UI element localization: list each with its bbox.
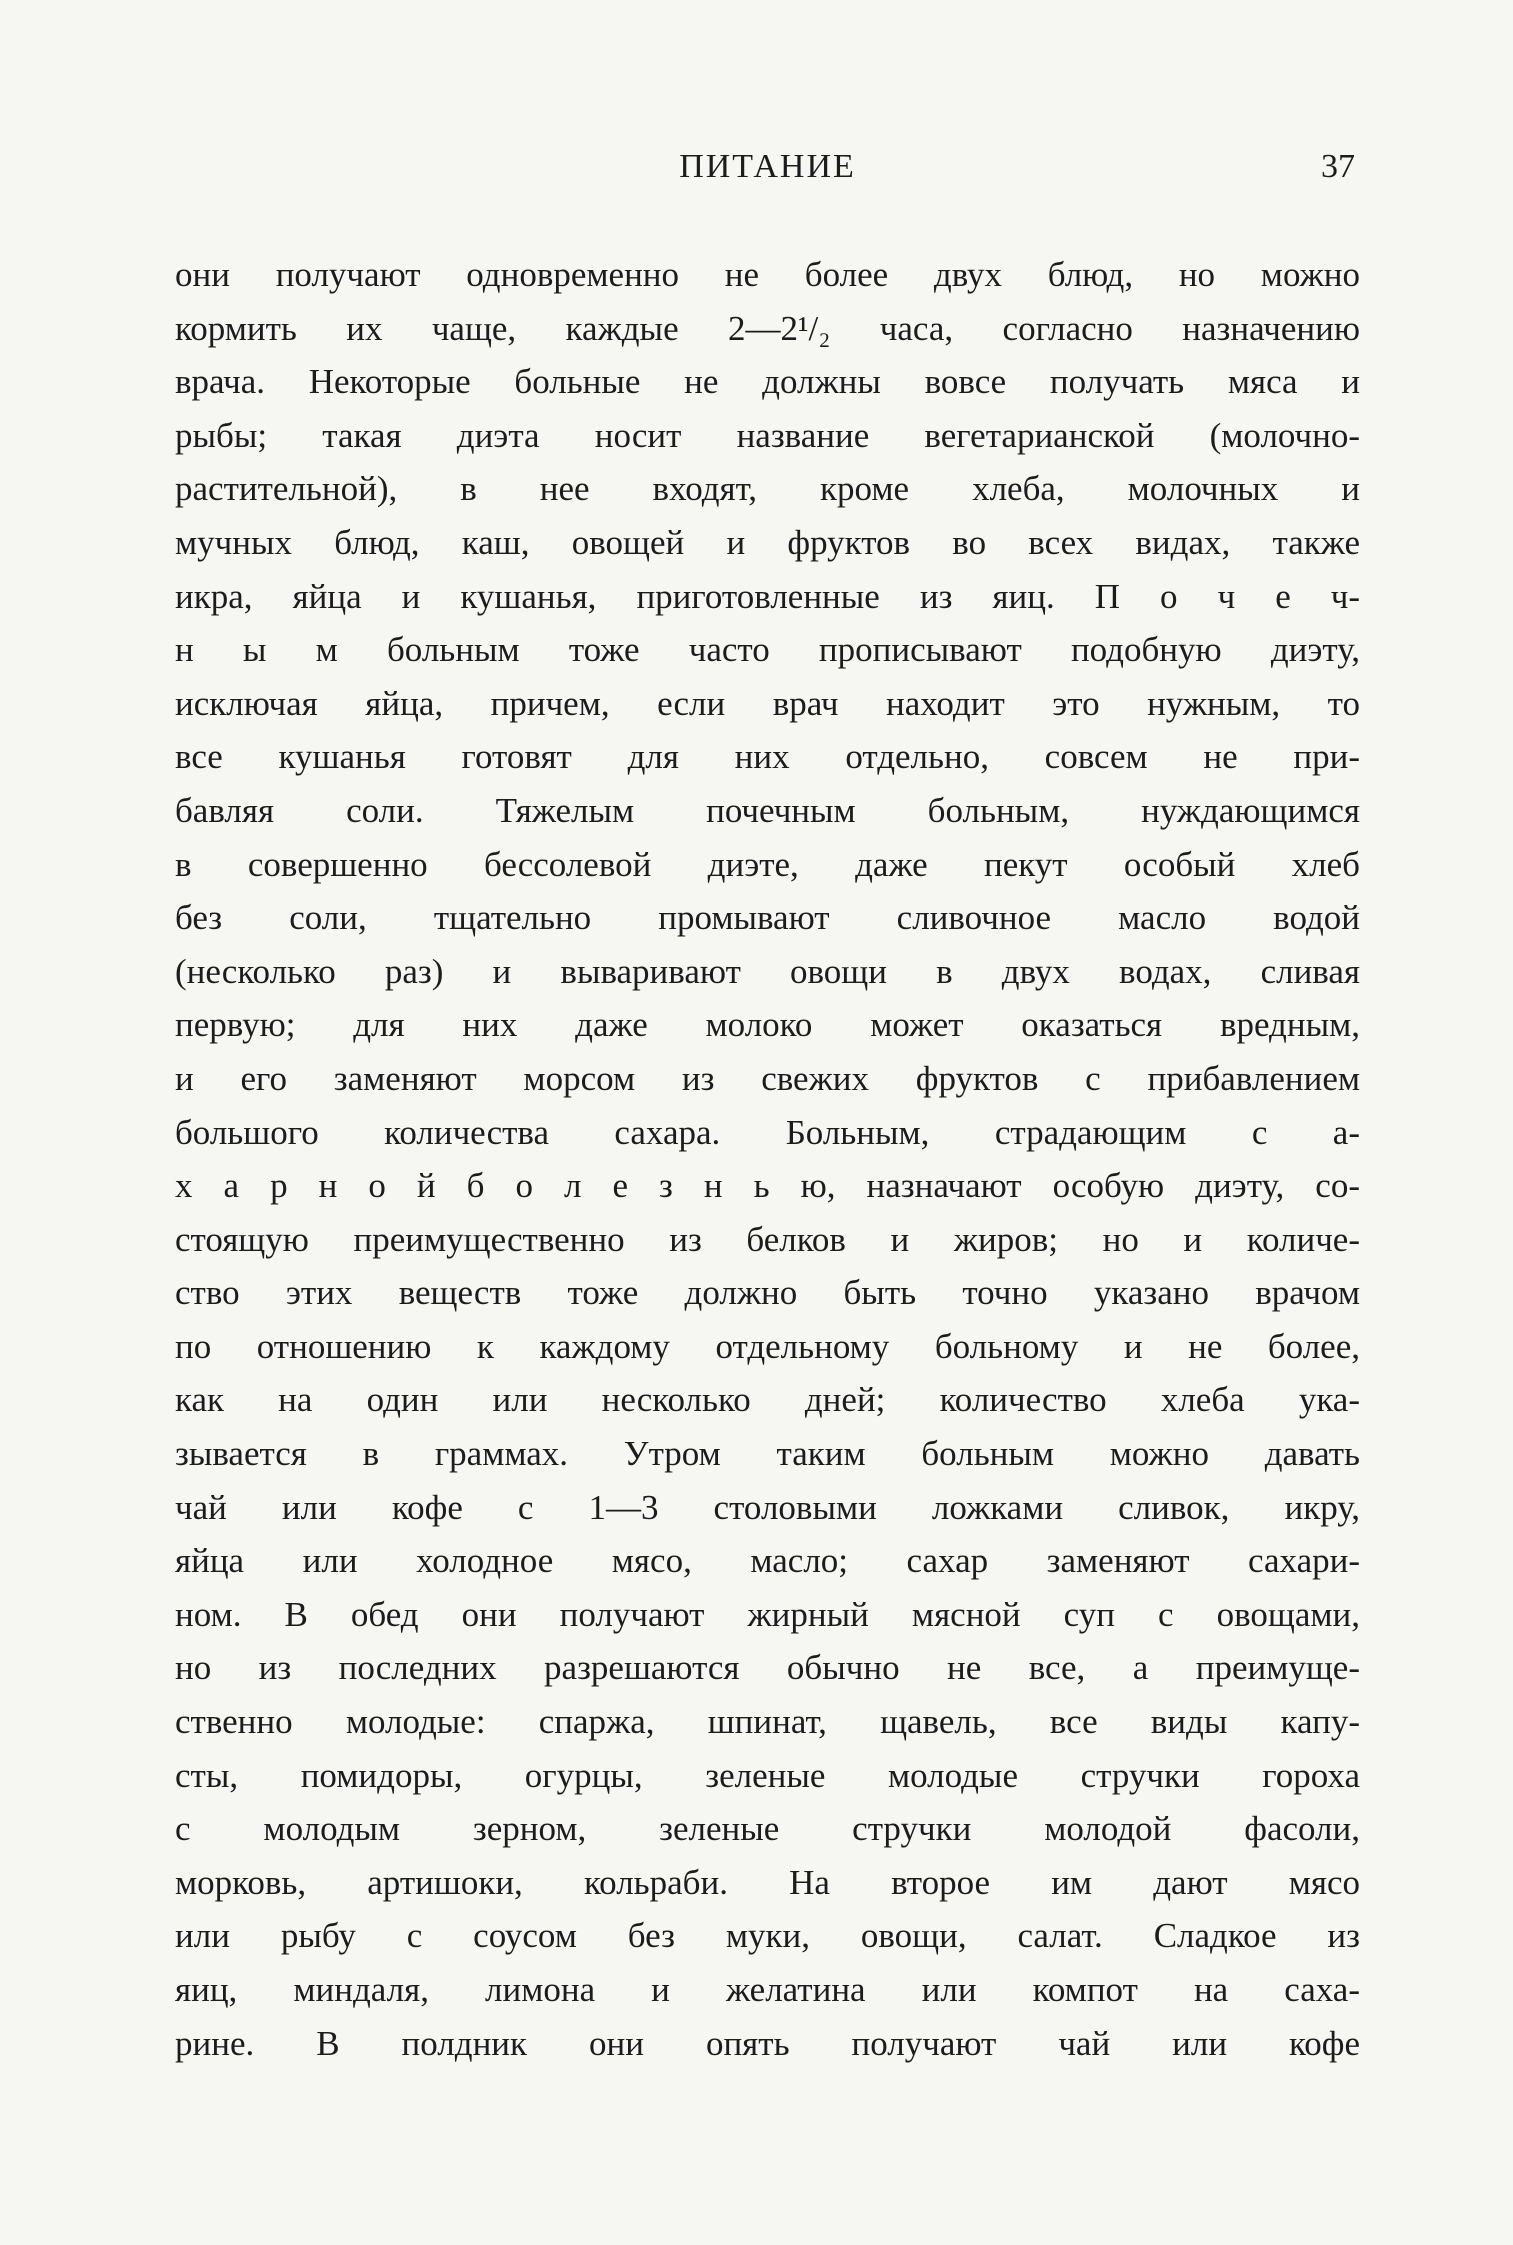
text-line: морковь, артишоки, кольраби. На второе им дают мясо — [175, 1862, 1360, 1902]
running-title: ПИТАНИЕ — [679, 148, 856, 185]
text-line: мучных блюд, каш, овощей и фруктов во всех видах, также — [175, 522, 1360, 562]
text-line: все кушанья готовят для них отдельно, совсем не при- — [175, 737, 1360, 777]
text-line: в совершенно бессолевой диэте, даже пекут особый хлеб — [175, 844, 1360, 884]
text-line: врача. Некоторые больные не должны вовсе получать мяса и — [175, 362, 1360, 402]
text-line: кормить их чаще, каждые 2—2¹/₂ часа, согласно назначению — [175, 308, 1360, 348]
text-line: по отношению к каждому отдельному больному и не более, — [175, 1326, 1360, 1366]
text-line: бавляя соли. Тяжелым почечным больным, нуждающимся — [175, 790, 1360, 830]
text-line: ственно молодые: спаржа, шпинат, щавель, все виды капу- — [175, 1702, 1360, 1742]
text-line: (несколько раз) и вываривают овощи в двух водах, сливая — [175, 951, 1360, 991]
text-line: ство этих веществ тоже должно быть точно указано врачом — [175, 1273, 1360, 1313]
text-line: большого количества сахара. Больным, страдающим с а- — [175, 1112, 1360, 1152]
text-line: яиц, миндаля, лимона и желатина или компот на саха- — [175, 1970, 1360, 2009]
running-head — [175, 148, 1360, 198]
text-line: первую; для них даже молоко может оказаться вредным, — [175, 1005, 1360, 1045]
text-line: х а р н о й б о л е з н ь ю, назначают особую диэту, со- — [175, 1166, 1360, 1206]
text-line: или рыбу с соусом без муки, овощи, салат. Сладкое из — [175, 1916, 1360, 1956]
text-line: зывается в граммах. Утром таким больным можно давать — [175, 1434, 1360, 1474]
text-line: стоящую преимущественно из белков и жиров; но и количе- — [175, 1219, 1360, 1259]
text-line: и его заменяют морсом из свежих фруктов с прибавлением — [175, 1058, 1360, 1098]
body-text — [175, 248, 1360, 2070]
text-line: растительной), в нее входят, кроме хлеба, молочных и — [175, 469, 1360, 509]
text-line: сты, помидоры, огурцы, зеленые молодые стручки гороха — [175, 1755, 1360, 1795]
text-line: икра, яйца и кушанья, приготовленные из яиц. П о ч е ч- — [175, 576, 1360, 616]
text-line: с молодым зерном, зеленые стручки молодой фасоли, — [175, 1809, 1360, 1849]
text-line: яйца или холодное мясо, масло; сахар заменяют сахари- — [175, 1541, 1360, 1581]
page-number: 37 — [1321, 148, 1355, 185]
text-line: они получают одновременно не более двух блюд, но можно — [175, 255, 1360, 294]
text-line: рыбы; такая диэта носит название вегетарианской (молочно- — [175, 415, 1360, 455]
text-line: как на один или несколько дней; количество хлеба ука- — [175, 1380, 1360, 1420]
text-line: но из последних разрешаются обычно не все, а преимуще- — [175, 1648, 1360, 1688]
text-line: ном. В обед они получают жирный мясной суп с овощами, — [175, 1594, 1360, 1634]
text-line: без соли, тщательно промывают сливочное масло водой — [175, 898, 1360, 938]
text-line: рине. В полдник они опять получают чай или кофе — [175, 2023, 1360, 2063]
text-line: н ы м больным тоже часто прописывают подобную диэту, — [175, 630, 1360, 670]
text-line: исключая яйца, причем, если врач находит это нужным, то — [175, 683, 1360, 723]
text-line: чай или кофе с 1—3 столовыми ложками сливок, икру, — [175, 1487, 1360, 1527]
